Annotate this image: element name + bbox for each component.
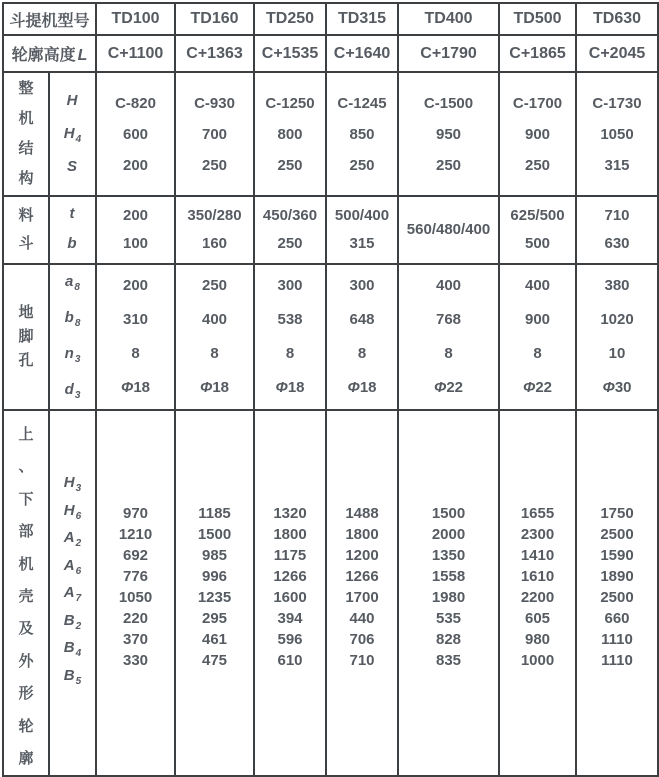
value-line: 648	[349, 311, 375, 328]
model-row-label: 斗提机型号	[3, 3, 96, 35]
value-line: 250	[277, 235, 303, 252]
group-label-anchor-holes	[3, 264, 49, 410]
value-line: 8	[357, 345, 367, 362]
param-labels-cell	[49, 264, 96, 410]
value-line: 700	[202, 125, 228, 143]
value-line: 1200	[345, 547, 379, 564]
value-line: 1110	[601, 652, 633, 669]
model-header-td400: TD400	[398, 3, 499, 35]
value-line: C-1700	[512, 94, 563, 112]
group-char: 部	[18, 523, 34, 541]
value-line: C-1250	[265, 94, 315, 112]
group-char: 构	[18, 170, 34, 187]
value-line: 980	[525, 631, 551, 648]
value-line: 8	[533, 345, 542, 362]
value-line: 400	[202, 311, 228, 328]
param-label-B5	[50, 663, 95, 691]
param-label-S	[50, 151, 95, 184]
value-line: 250	[525, 156, 551, 174]
param-label-H6	[50, 498, 95, 526]
values-td315	[326, 264, 398, 410]
values-td500	[499, 72, 576, 196]
contour-height-value: C+1865	[499, 35, 576, 72]
contour-height-value: C+1363	[175, 35, 254, 72]
param-label-A2	[50, 525, 95, 553]
model-header-td315: TD315	[326, 3, 398, 35]
param-label-B4	[50, 635, 95, 663]
value-line: 500	[525, 235, 551, 252]
param-label-b8	[50, 301, 95, 337]
group-label-bucket	[3, 196, 49, 264]
group-char: 料	[18, 207, 34, 224]
values-td100	[96, 196, 175, 264]
value-line: 2500	[600, 526, 634, 543]
group-char: 下	[18, 490, 34, 508]
param-sub: 4	[75, 648, 82, 659]
value-line: C-930	[194, 94, 235, 112]
model-header-td100: TD100	[96, 3, 175, 35]
param-sub: 8	[74, 282, 80, 293]
param-sub: 6	[75, 510, 82, 522]
values-td315	[326, 196, 398, 264]
values-td315	[326, 72, 398, 196]
param-base: A	[63, 529, 75, 546]
values-td400	[398, 264, 499, 410]
values-td250	[254, 410, 326, 776]
value-line: 1590	[600, 547, 634, 564]
value-line: 1000	[520, 652, 555, 669]
value-line: 475	[202, 652, 228, 669]
value-line: 1700	[345, 589, 379, 606]
param-base: H	[63, 474, 75, 491]
values-td315	[326, 410, 398, 776]
value-line: 8	[131, 345, 140, 362]
param-sub: 6	[75, 565, 82, 577]
contour-height-label	[3, 35, 96, 72]
values-td250	[254, 72, 326, 196]
param-sub: 2	[75, 620, 82, 632]
value-line: 1050	[600, 125, 634, 143]
values-td630	[576, 196, 658, 264]
value-line: 535	[436, 610, 462, 627]
model-header-td630: TD630	[576, 3, 658, 35]
values-td500	[499, 264, 576, 410]
param-base: A	[63, 584, 75, 601]
value-line: 1110	[601, 631, 633, 648]
param-label-t	[50, 200, 95, 230]
model-header-td160: TD160	[175, 3, 254, 35]
value-line: 250	[277, 156, 303, 174]
param-sub: 5	[75, 675, 82, 687]
group-char: 斗	[18, 235, 34, 252]
param-labels-cell	[49, 196, 96, 264]
value-line: Φ18	[200, 379, 230, 396]
value-line: 250	[202, 156, 228, 174]
value-line: Φ22	[434, 379, 464, 396]
group-char: 形	[18, 685, 34, 703]
values-td160	[175, 196, 254, 264]
param-base: H	[66, 91, 78, 109]
group-label-whole-machine	[3, 72, 49, 196]
param-label-d3	[50, 373, 95, 409]
value-line: 1800	[345, 526, 379, 543]
bucket-elevator-spec-table	[2, 2, 659, 777]
value-line: 310	[123, 311, 149, 328]
value-line: 370	[123, 631, 149, 648]
param-label-H3	[50, 470, 95, 498]
group-label-casing-outline	[3, 410, 49, 776]
value-line: 950	[436, 125, 462, 143]
section-casing-and-outline	[3, 410, 658, 776]
value-line: 828	[436, 631, 462, 648]
values-td500	[499, 196, 576, 264]
param-label-A7	[50, 580, 95, 608]
value-line: 1980	[431, 589, 466, 606]
param-labels-cell	[49, 410, 96, 776]
value-line: 250	[202, 277, 228, 294]
value-line: 300	[277, 277, 303, 294]
value-line: 900	[525, 125, 551, 143]
value-line: 560/480/400	[406, 221, 491, 238]
group-char: 结	[18, 140, 34, 157]
values-td160	[175, 264, 254, 410]
value-line: Φ30	[602, 379, 632, 396]
value-line: Φ18	[347, 379, 377, 396]
value-line: 835	[436, 652, 462, 669]
value-line: 625/500	[510, 207, 565, 224]
value-line: 1020	[600, 311, 634, 328]
value-line: 10	[608, 345, 626, 362]
values-td100	[96, 264, 175, 410]
param-base: n	[64, 345, 74, 362]
value-line: 692	[123, 547, 149, 564]
contour-height-value: C+2045	[576, 35, 658, 72]
param-sub: 8	[74, 318, 81, 329]
value-line: 440	[349, 610, 375, 627]
value-line: 1350	[431, 547, 466, 564]
value-line: 200	[123, 207, 149, 224]
value-line: 1610	[520, 568, 555, 585]
group-char: 整	[18, 80, 34, 97]
value-line: 500/400	[334, 207, 390, 224]
section-anchor-holes	[3, 264, 658, 410]
param-base: b	[64, 309, 74, 326]
section-whole-machine-structure	[3, 72, 658, 196]
value-line: 160	[202, 235, 228, 252]
group-char: 壳	[18, 588, 34, 606]
value-line: 1600	[273, 589, 307, 606]
value-line: 2000	[431, 526, 466, 543]
value-line: 768	[436, 311, 462, 328]
value-line: 250	[436, 156, 462, 174]
group-char: 廓	[18, 750, 34, 768]
group-char: 及	[18, 620, 34, 638]
param-base: B	[63, 611, 75, 629]
param-label-b	[50, 230, 95, 260]
param-sub: 3	[74, 354, 81, 365]
param-label-a8	[50, 265, 95, 301]
value-line: 850	[349, 125, 375, 143]
value-line: 800	[277, 125, 303, 143]
group-char: 地	[18, 304, 34, 321]
value-line: 610	[277, 652, 303, 669]
value-line: 330	[123, 652, 149, 669]
param-base: B	[63, 666, 75, 684]
value-line: 630	[604, 235, 630, 252]
param-base: b	[67, 235, 77, 252]
value-line: 710	[349, 652, 375, 669]
value-line: 1320	[273, 505, 307, 522]
value-line: 295	[202, 610, 228, 627]
value-line: 8	[285, 345, 295, 362]
values-td630	[576, 410, 658, 776]
value-line: 996	[202, 568, 228, 585]
contour-height-variable: L	[77, 47, 88, 64]
values-td630	[576, 264, 658, 410]
param-base: B	[63, 639, 75, 656]
value-line: 1890	[600, 568, 634, 585]
value-line: 400	[436, 277, 462, 294]
values-td400	[398, 72, 499, 196]
model-header-td250: TD250	[254, 3, 326, 35]
value-line: 1500	[431, 505, 466, 522]
values-td400-merged	[398, 196, 499, 264]
value-line: 394	[277, 610, 303, 627]
values-td100	[96, 410, 175, 776]
group-char: 脚	[18, 328, 34, 345]
param-sub: 4	[75, 133, 82, 145]
value-line: 1488	[345, 505, 379, 522]
value-line: 2200	[520, 589, 555, 606]
param-sub: 3	[74, 390, 81, 401]
values-td500	[499, 410, 576, 776]
section-bucket	[3, 196, 658, 264]
param-base: t	[69, 205, 75, 222]
value-line: 1655	[520, 505, 555, 522]
contour-height-row	[3, 35, 658, 72]
value-line: 8	[210, 345, 219, 362]
value-line: C-1245	[337, 94, 387, 112]
group-char: 机	[18, 110, 34, 127]
param-base: d	[64, 381, 74, 398]
value-line: 461	[202, 631, 228, 648]
value-line: 538	[277, 311, 303, 328]
value-line: 1266	[345, 568, 379, 585]
param-label-n3	[50, 337, 95, 373]
group-char: 、	[18, 458, 34, 476]
values-td100	[96, 72, 175, 196]
value-line: 1750	[600, 505, 634, 522]
value-line: C-1500	[423, 94, 474, 112]
value-line: 600	[123, 125, 149, 143]
value-line: 605	[525, 610, 551, 627]
contour-height-text: 轮廓高度	[11, 47, 76, 64]
param-sub: 2	[75, 538, 82, 549]
model-row	[3, 3, 658, 35]
value-line: 1500	[197, 526, 232, 543]
model-header-td500: TD500	[499, 3, 576, 35]
value-line: 250	[349, 156, 375, 174]
value-line: C-820	[115, 94, 156, 112]
param-labels-cell	[49, 72, 96, 196]
param-label-B2	[50, 608, 95, 636]
group-char: 孔	[18, 352, 34, 369]
value-line: 200	[123, 156, 149, 174]
value-line: 660	[604, 610, 630, 627]
value-line: Φ18	[275, 379, 305, 396]
value-line: 1558	[431, 568, 466, 585]
value-line: 985	[202, 547, 228, 564]
values-td160	[175, 410, 254, 776]
value-line: 1175	[273, 547, 307, 564]
value-line: 706	[349, 631, 375, 648]
values-td250	[254, 264, 326, 410]
value-line: 900	[525, 311, 551, 328]
values-td400	[398, 410, 499, 776]
value-line: 300	[349, 277, 375, 294]
value-line: 220	[123, 610, 149, 627]
value-line: 315	[349, 235, 375, 252]
values-td160	[175, 72, 254, 196]
contour-height-value: C+1640	[326, 35, 398, 72]
param-label-A6	[50, 553, 95, 581]
param-base: H	[63, 501, 75, 519]
value-line: Φ22	[523, 379, 553, 396]
contour-height-value: C+1100	[96, 35, 175, 72]
value-line: 2500	[600, 589, 634, 606]
value-line: 970	[123, 505, 149, 522]
value-line: 1235	[197, 589, 232, 606]
param-base: H	[63, 124, 75, 142]
value-line: C-1730	[592, 94, 642, 112]
group-char: 外	[18, 652, 34, 670]
param-base: a	[65, 273, 74, 290]
contour-height-value: C+1535	[254, 35, 326, 72]
value-line: 400	[525, 277, 551, 294]
value-line: 100	[123, 235, 149, 252]
value-line: 710	[604, 207, 630, 224]
value-line: Φ18	[121, 379, 151, 396]
contour-height-value: C+1790	[398, 35, 499, 72]
value-line: 450/360	[262, 207, 318, 224]
value-line: 1410	[520, 547, 555, 564]
value-line: 776	[123, 568, 149, 585]
value-line: 2300	[520, 526, 555, 543]
param-sub: 3	[75, 483, 82, 494]
param-sub: 7	[75, 593, 82, 604]
value-line: 1050	[118, 589, 153, 606]
param-base: S	[67, 157, 78, 175]
value-line: 1185	[198, 505, 231, 522]
value-line: 1800	[273, 526, 307, 543]
param-label-H	[50, 85, 95, 118]
value-line: 315	[604, 156, 630, 174]
value-line: 1210	[118, 526, 153, 543]
param-label-H4	[50, 118, 95, 151]
value-line: 350/280	[187, 207, 242, 224]
param-base: A	[63, 556, 75, 574]
values-td250	[254, 196, 326, 264]
value-line: 8	[444, 345, 453, 362]
group-char: 机	[18, 555, 34, 573]
group-char: 轮	[18, 717, 34, 735]
value-line: 200	[123, 277, 149, 294]
value-line: 380	[604, 277, 630, 294]
group-char: 上	[18, 426, 34, 443]
value-line: 1266	[273, 568, 307, 585]
values-td630	[576, 72, 658, 196]
value-line: 596	[277, 631, 303, 648]
